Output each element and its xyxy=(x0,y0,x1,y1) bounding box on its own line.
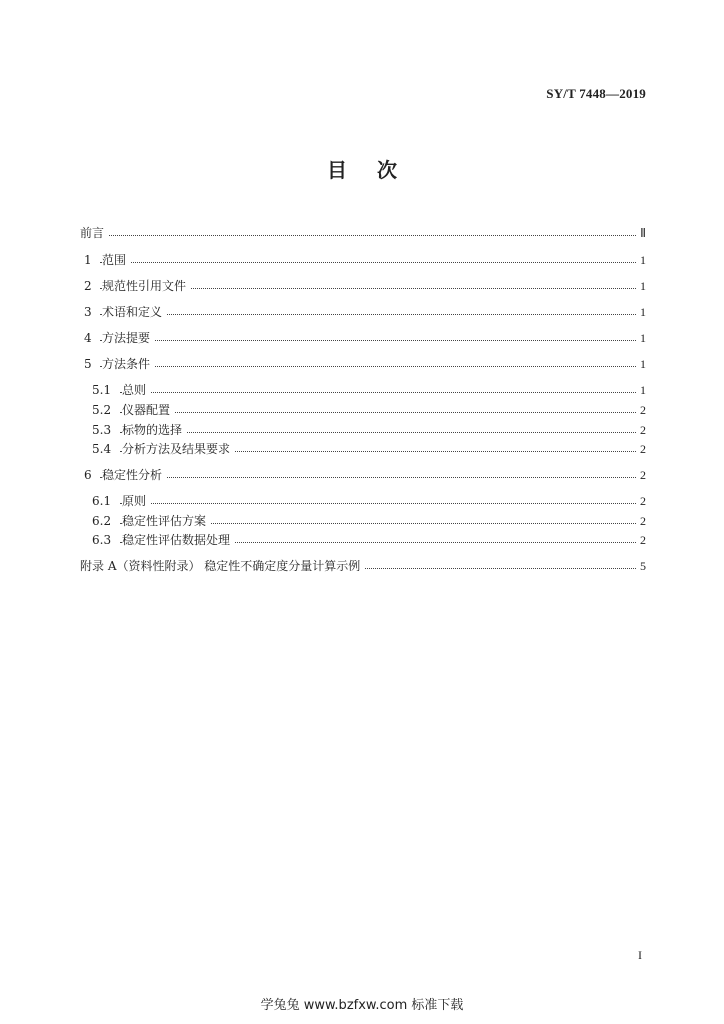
toc-entry-page: 1 xyxy=(636,329,646,347)
toc-entry-page: 1 xyxy=(636,251,646,269)
toc-entry-page: 2 xyxy=(636,421,646,439)
toc-entry-label: 范围 xyxy=(102,251,130,269)
toc-entry-6-2[interactable] xyxy=(0,512,724,530)
toc-entry-label: 总则 xyxy=(122,381,150,399)
toc-entry-number: 5 xyxy=(84,357,92,371)
leader-dots xyxy=(96,235,638,236)
toc-entry-number: 6 xyxy=(84,468,92,482)
toc-entry-6-1[interactable] xyxy=(0,492,724,510)
toc-entry-page: 1 xyxy=(636,277,646,295)
toc-entry-number: 5.4 xyxy=(92,442,112,456)
leader-dots xyxy=(120,432,638,433)
leader-dots xyxy=(120,412,638,413)
toc-entry-number: 1 xyxy=(84,253,92,267)
toc-entry-label: 规范性引用文件 xyxy=(102,277,190,295)
toc-entry-number: 6.3 xyxy=(92,533,112,547)
toc-entry-label: 分析方法及结果要求 xyxy=(122,440,234,458)
leader-dots xyxy=(120,392,638,393)
toc-entry-number: 2 xyxy=(84,279,92,293)
toc-entry-page: 1 xyxy=(636,355,646,373)
toc-entry-5[interactable] xyxy=(0,355,724,373)
toc-entry-5-2[interactable] xyxy=(0,401,724,419)
toc-entry-label: 附录 A（资料性附录） 稳定性不确定度分量计算示例 xyxy=(80,557,364,575)
toc-entry-5-4[interactable] xyxy=(0,440,724,458)
toc-entry-label: 稳定性评估方案 xyxy=(122,512,210,530)
toc-entry-page: 1 xyxy=(636,381,646,399)
toc-entry-page: 2 xyxy=(636,492,646,510)
toc-entry-label: 方法条件 xyxy=(102,355,154,373)
toc-entry-page: Ⅱ xyxy=(636,224,646,242)
toc-entry-page: 5 xyxy=(636,557,646,575)
toc-entry-6[interactable] xyxy=(0,466,724,484)
watermark-footer: 学兔兔 www.bzfxw.com 标准下载 xyxy=(260,998,464,1013)
toc-entry-label: 稳定性评估数据处理 xyxy=(122,531,234,549)
leader-dots xyxy=(100,340,638,341)
leader-dots xyxy=(120,503,638,504)
toc-entry-label: 仪器配置 xyxy=(122,401,174,419)
leader-dots xyxy=(100,477,638,478)
toc-entry-5-1[interactable] xyxy=(0,381,724,399)
toc-entry-number: 3 xyxy=(84,305,92,319)
toc-entry-6-3[interactable] xyxy=(0,531,724,549)
toc-entry-3[interactable] xyxy=(0,303,724,321)
toc-entry-number: 6.2 xyxy=(92,514,112,528)
toc-entry-page: 2 xyxy=(636,531,646,549)
toc-entry-page: 2 xyxy=(636,401,646,419)
leader-dots xyxy=(100,314,638,315)
leader-dots xyxy=(100,366,638,367)
toc-entry-page: 1 xyxy=(636,303,646,321)
toc-entry-appendix-a[interactable] xyxy=(0,557,724,575)
page-folio: I xyxy=(638,948,642,962)
toc-entry-2[interactable] xyxy=(0,277,724,295)
toc-entry-number: 4 xyxy=(84,331,92,345)
leader-dots xyxy=(100,262,638,263)
toc-entry-number: 5.3 xyxy=(92,423,112,437)
toc-entry-1[interactable] xyxy=(0,251,724,269)
toc-entry-label: 原则 xyxy=(122,492,150,510)
toc-entry-page: 2 xyxy=(636,466,646,484)
toc-title: 目次 xyxy=(327,158,427,182)
toc-entry-label: 方法提要 xyxy=(102,329,154,347)
toc-entry-5-3[interactable] xyxy=(0,421,724,439)
toc-entry-4[interactable] xyxy=(0,329,724,347)
toc-entry-number: 6.1 xyxy=(92,494,112,508)
toc-entry-label: 术语和定义 xyxy=(102,303,166,321)
toc-entry-foreword[interactable] xyxy=(0,224,724,242)
toc-entry-number: 5.2 xyxy=(92,403,112,417)
toc-entry-label: 前言 xyxy=(80,224,108,242)
toc-entry-label: 稳定性分析 xyxy=(102,466,166,484)
toc-entry-page: 2 xyxy=(636,440,646,458)
standard-code: SY/T 7448—2019 xyxy=(546,86,646,101)
toc-entry-number: 5.1 xyxy=(92,383,112,397)
toc-entry-page: 2 xyxy=(636,512,646,530)
toc-entry-label: 标物的选择 xyxy=(122,421,186,439)
